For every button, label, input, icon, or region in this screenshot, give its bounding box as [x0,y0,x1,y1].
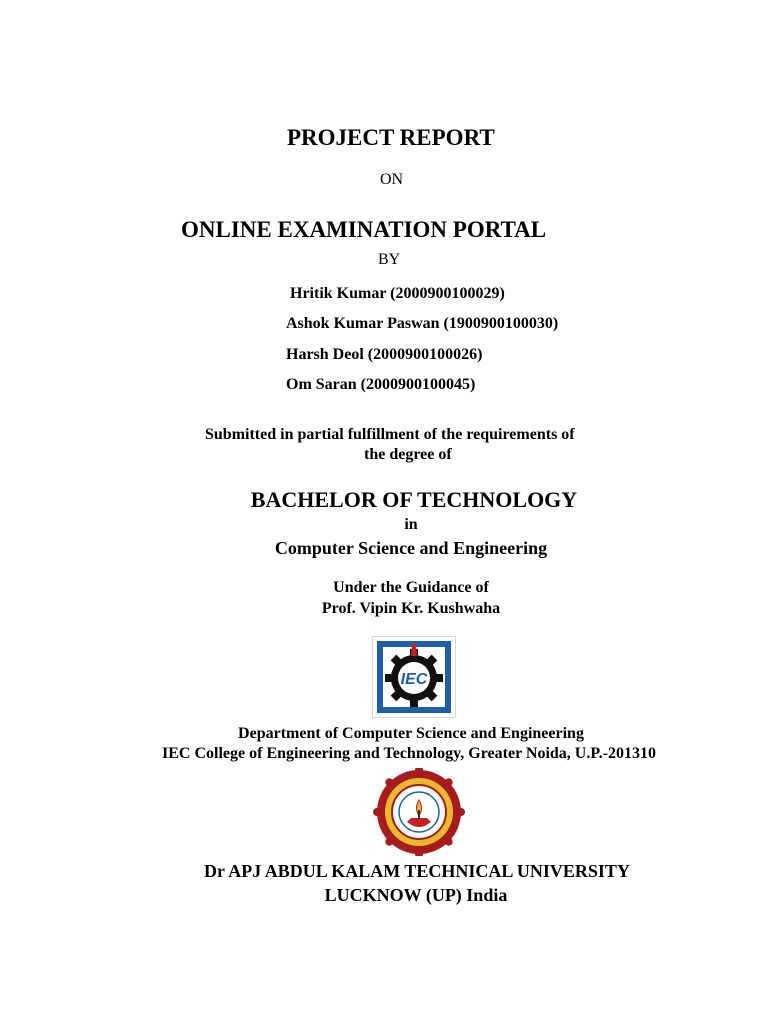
college-logo-text: IEC [400,671,428,688]
on-label: ON [380,171,404,188]
submission-line-1: Submitted in partial fulfillment of the requirements of [205,426,575,443]
in-label: in [404,516,418,533]
branch-title: Computer Science and Engineering [274,538,548,558]
author-4: Om Saran (2000900100045) [286,376,476,393]
by-label: BY [378,251,401,268]
college-name: IEC College of Engineering and Technology, Greater Noida, U.P.-201310 [162,745,656,762]
guide-name: Prof. Vipin Kr. Kushwaha [321,600,501,617]
college-logo [373,637,455,717]
author-1: Hritik Kumar (2000900100029) [290,285,505,302]
submission-line-2: the degree of [364,446,452,463]
author-3: Harsh Deol (2000900100026) [286,346,483,363]
degree-title: BACHELOR OF TECHNOLOGY [250,487,578,512]
university-seal [371,768,467,856]
report-title: PROJECT REPORT [287,125,495,150]
author-2: Ashok Kumar Paswan (1900900100030) [286,315,559,332]
university-name-line-1: Dr APJ ABDUL KALAM TECHNICAL UNIVERSITY [204,861,630,881]
project-title: ONLINE EXAMINATION PORTAL [181,217,547,242]
department-name: Department of Computer Science and Engineering [238,725,584,742]
guidance-label: Under the Guidance of [333,579,489,596]
university-name-line-2: LUCKNOW (UP) India [324,885,508,905]
